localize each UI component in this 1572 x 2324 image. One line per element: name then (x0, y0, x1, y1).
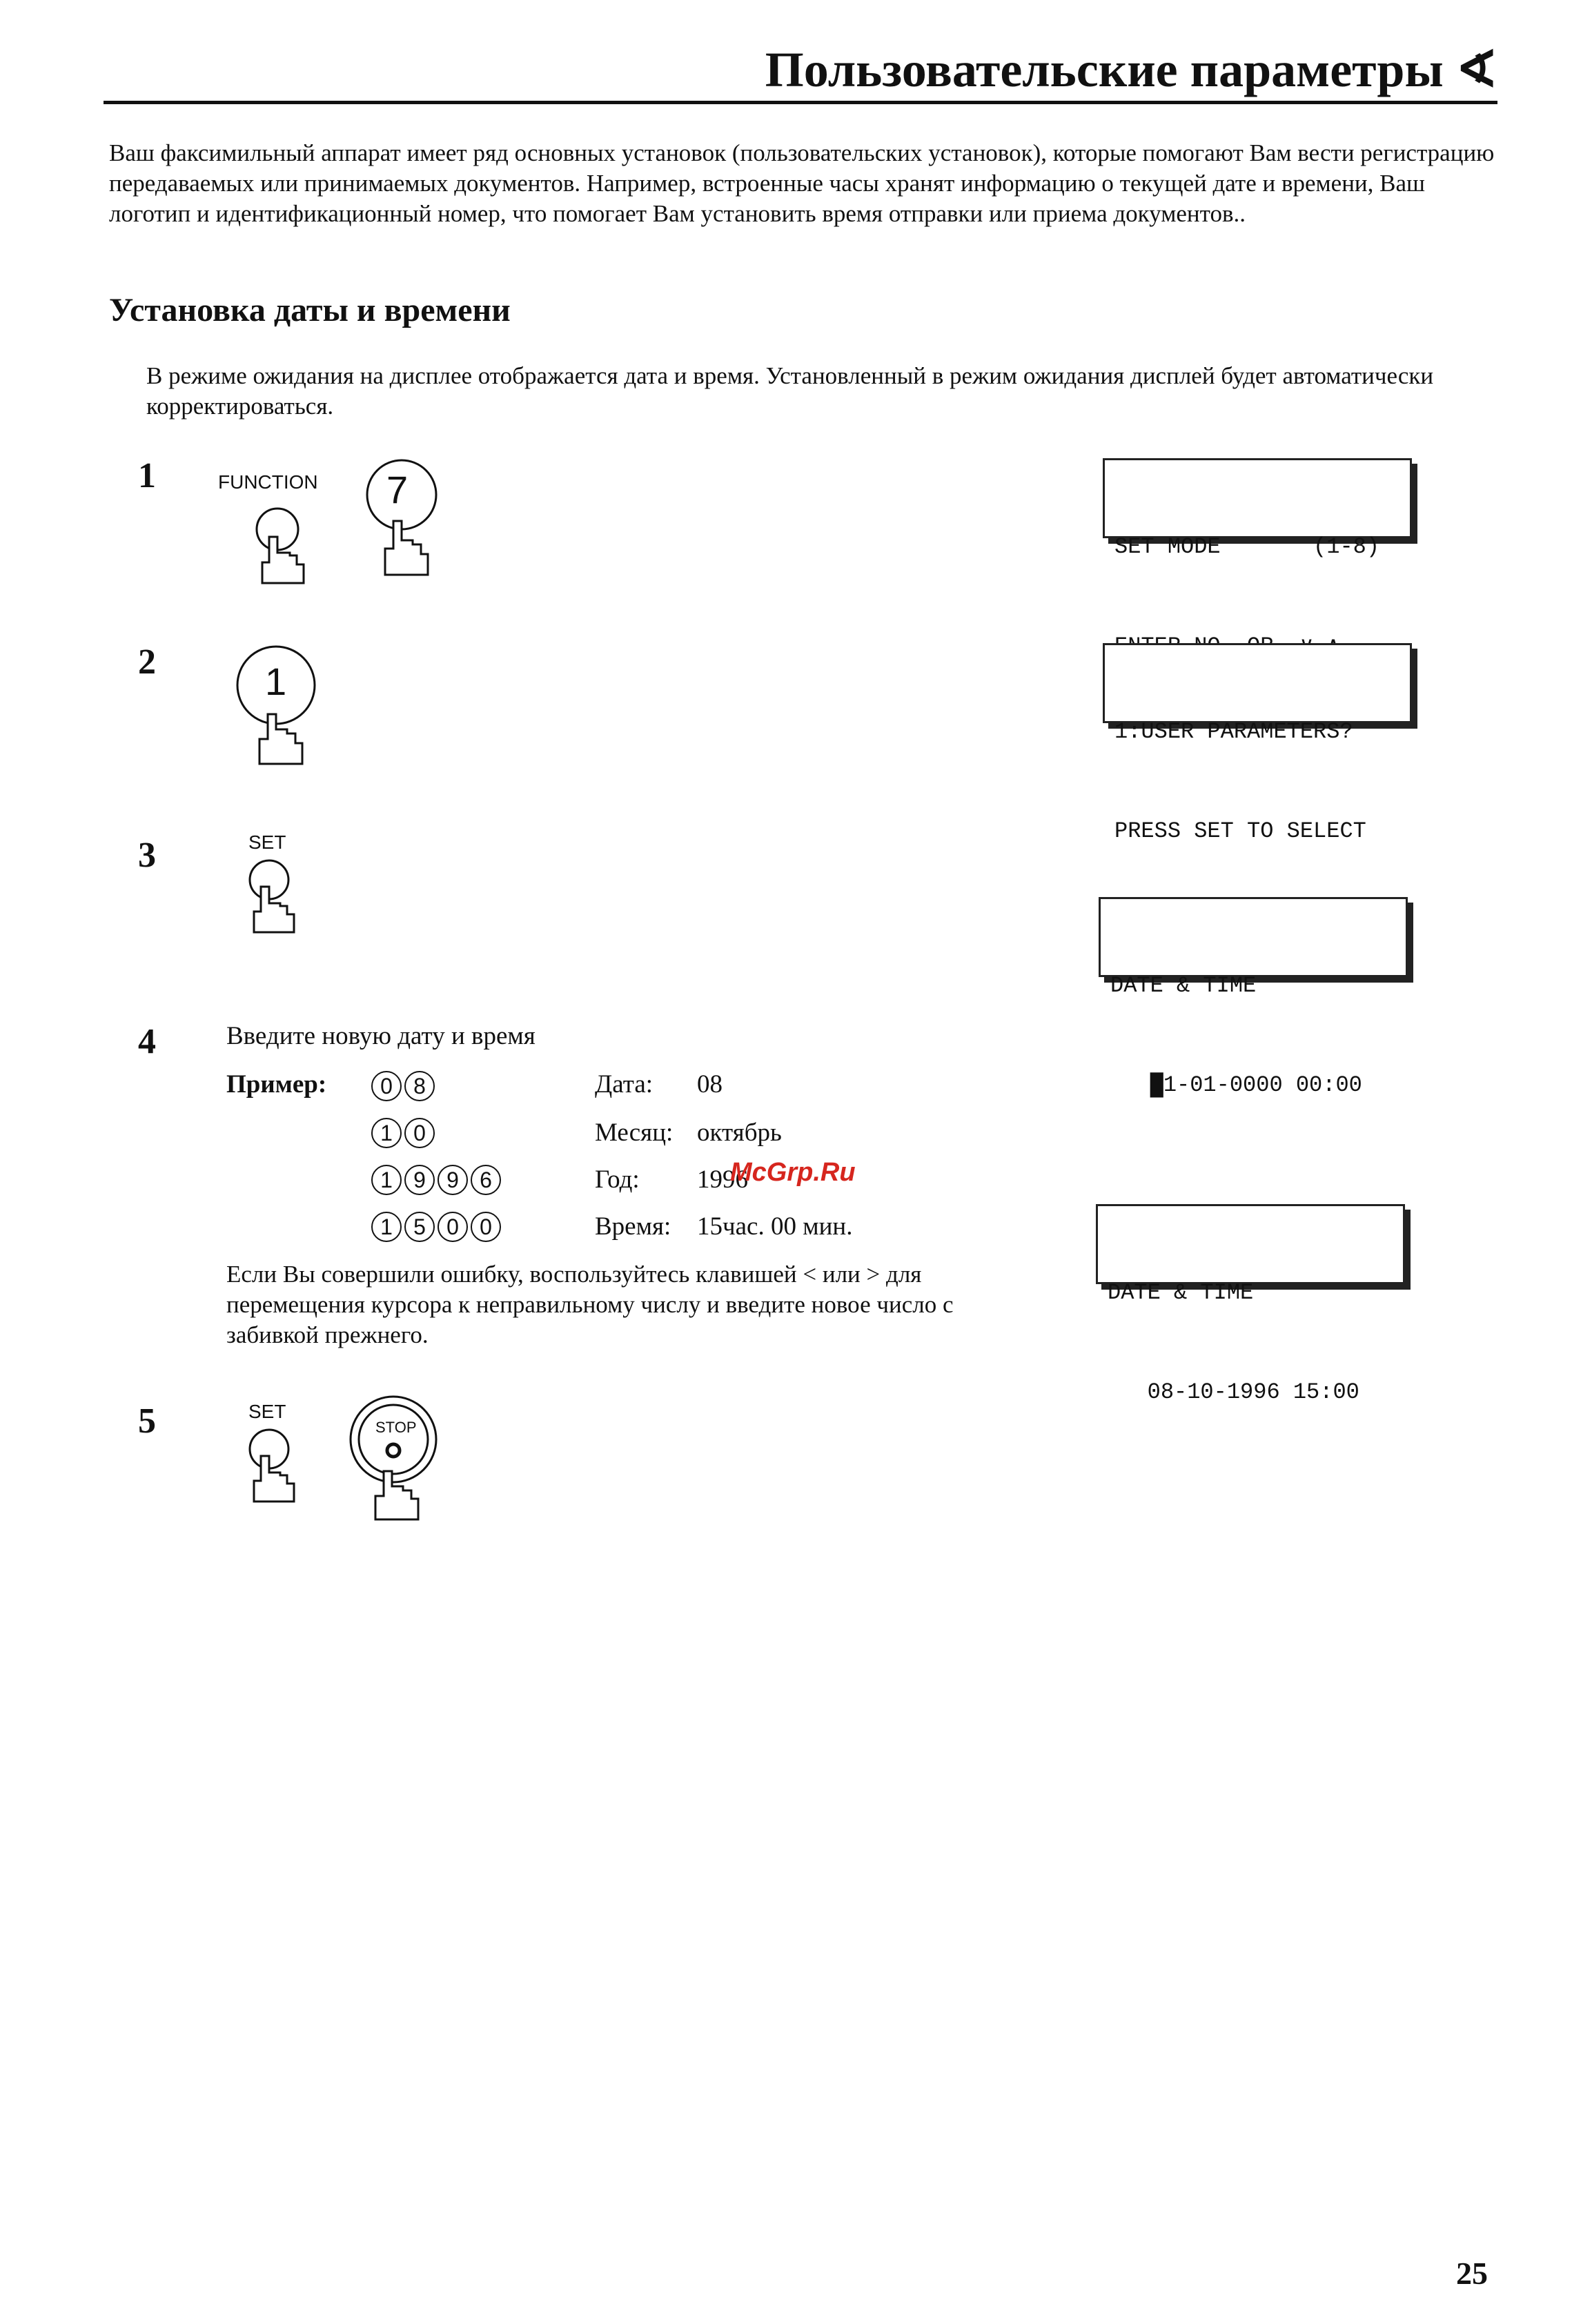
key-7-button: 7 (359, 459, 449, 583)
digit-key-icon: 0 (471, 1212, 501, 1242)
finger-press-icon (248, 499, 331, 589)
error-note: Если Вы совершили ошибку, воспользуйтесь клавишей < или > для перемещения курсора к неправильному числу и введите новое число с забивкой прежнего. (226, 1261, 954, 1348)
lcd-display (1103, 458, 1412, 560)
lcd-line: SET MODE (1-8) (1114, 534, 1380, 560)
digit-key-icon: 5 (404, 1212, 435, 1242)
example-field-label: Год: (595, 1165, 640, 1194)
example-field-value: 1996 (697, 1165, 748, 1194)
step-number: 5 (138, 1401, 156, 1441)
lcd-display (1103, 643, 1412, 844)
digit-key-icon: 6 (471, 1165, 501, 1195)
section-text: В режиме ожидания на дисплее отображается дата и время. Установленный в режим ожидания дисплей будет автоматически корректироваться. (146, 362, 1434, 420)
example-field-value: 15час. 00 мин. (697, 1212, 853, 1241)
finger-press-icon (242, 1421, 317, 1511)
step-number: 3 (138, 836, 156, 875)
intro-paragraph: Ваш факсимильный аппарат имеет ряд основных установок (пользовательских установок), которые помогают Вам вести регистрацию передаваемых или принимаемых документов. Например, встроенные часы хранят информацию о текущей дате и времени, Ваш логотип и идентификационный номер, что помогает Вам установить время отправки или приема документов.. (109, 139, 1495, 227)
lcd-line: DATE & TIME (1110, 973, 1257, 998)
lcd-line: 1:USER PARAMETERS? (1114, 719, 1353, 745)
digit-key-icon: 8 (404, 1071, 435, 1101)
digit-key-icon: 1 (371, 1165, 402, 1195)
page-title: Пользовательские параметры ∢ (765, 42, 1497, 97)
section-title: Установка даты и времени (109, 292, 511, 328)
stop-button: STOP (345, 1394, 449, 1525)
lcd-display (1099, 897, 1408, 1098)
digit-keys (371, 1118, 438, 1148)
lcd-line: DATE & TIME (1108, 1280, 1254, 1306)
digit-key-icon: 0 (404, 1118, 435, 1148)
digit-keys (371, 1212, 504, 1242)
digit-keys (371, 1165, 504, 1195)
lcd-line: █1-01-0000 00:00 (1110, 1072, 1362, 1098)
finger-press-icon (345, 1394, 449, 1525)
example-label: Пример: (226, 1070, 327, 1099)
digit-key-icon: 1 (371, 1118, 402, 1148)
digit-key-icon: 0 (438, 1212, 468, 1242)
step-number: 2 (138, 642, 156, 682)
digit-key-icon: 0 (371, 1071, 402, 1101)
example-field-label: Время: (595, 1212, 671, 1241)
digit-key-icon: 1 (371, 1212, 402, 1242)
step-number: 1 (138, 456, 156, 495)
example-field-value: 08 (697, 1070, 723, 1099)
lcd-line: PRESS SET TO SELECT (1114, 818, 1366, 844)
finger-press-icon (242, 852, 317, 942)
watermark: McGrp.Ru (730, 1158, 856, 1187)
lcd-line: 08-10-1996 15:00 (1108, 1379, 1359, 1405)
set-button: SET (235, 831, 324, 942)
digit-keys (371, 1071, 438, 1101)
function-button: FUNCTION (215, 471, 333, 589)
step-instruction: Введите новую дату и время (226, 1022, 536, 1050)
section-arrow-icon: ∢ (1455, 42, 1497, 97)
digit-key-icon: 9 (438, 1165, 468, 1195)
page-number: 25 (1456, 2256, 1488, 2291)
digit-key-icon: 9 (404, 1165, 435, 1195)
example-field-value: октябрь (697, 1119, 782, 1147)
example-field-label: Месяц: (595, 1119, 674, 1147)
set-button: SET (235, 1401, 324, 1511)
key-1-button: 1 (233, 645, 323, 769)
step-number: 4 (138, 1022, 156, 1061)
title-rule (104, 101, 1497, 104)
example-field-label: Дата: (595, 1070, 654, 1099)
lcd-display (1096, 1204, 1405, 1405)
